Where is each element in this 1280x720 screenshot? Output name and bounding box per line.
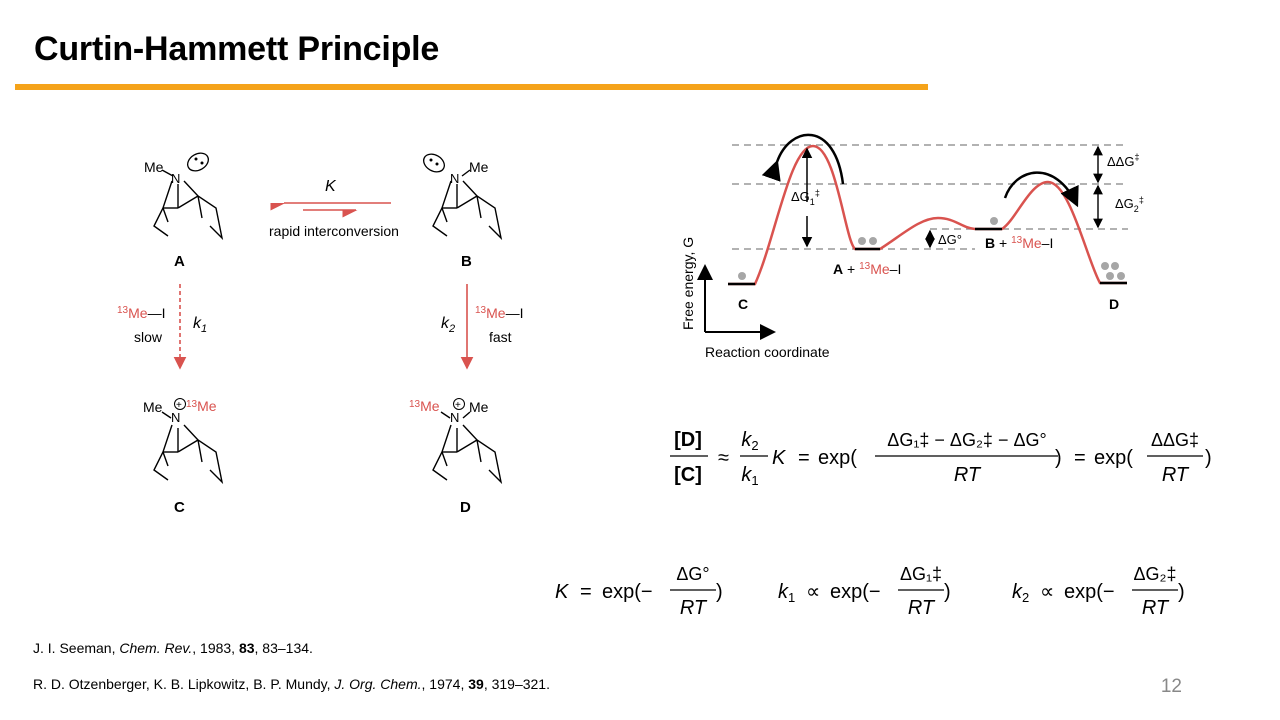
svg-text:exp(−: exp(− — [830, 581, 881, 603]
eq-d-numerator: [D] — [674, 429, 702, 451]
energy-curve — [728, 146, 1127, 284]
k2-sub: 2 — [449, 323, 456, 335]
svg-text:exp(: exp( — [818, 447, 857, 469]
slide-title: Curtin-Hammett Principle — [34, 30, 440, 68]
fast-arrow — [441, 284, 523, 368]
dg0-label: ΔG° — [938, 232, 962, 247]
fast-reagent-mass: 13 — [475, 305, 487, 316]
dg2-delta: ΔG — [1115, 196, 1134, 211]
k1-label: k — [193, 315, 201, 332]
svg-text:ΔG₂‡: ΔG₂‡ — [1133, 564, 1177, 584]
svg-text:RT: RT — [679, 597, 707, 619]
molecule-B-label: B — [461, 253, 472, 270]
svg-text:13Me—I — [117, 305, 165, 321]
molecule-D-label: D — [460, 499, 471, 516]
molecule-B-n: N — [450, 171, 460, 186]
reference-1: J. I. Seeman, Chem. Rev., 1983, 83, 83–134. — [33, 640, 313, 656]
molecule-B — [420, 151, 501, 270]
fast-reagent-rest: —I — [505, 305, 524, 321]
molecule-C-n: N — [171, 410, 181, 425]
svg-text:): ) — [716, 581, 723, 603]
molecule-D-n: N — [450, 410, 460, 425]
eq-c-denominator: [C] — [674, 464, 702, 486]
svg-text:k1 — [193, 315, 207, 335]
x-axis-label: Reaction coordinate — [705, 344, 830, 360]
svg-text:): ) — [1205, 447, 1212, 469]
ddg-delta: ΔΔG — [1107, 154, 1135, 169]
y-axis-label: Free energy, G — [680, 236, 696, 330]
svg-text:): ) — [944, 581, 951, 603]
slow-label: slow — [134, 329, 163, 345]
svg-text:ΔG°: ΔG° — [676, 564, 710, 584]
state-d-label: D — [1109, 296, 1120, 312]
svg-text:=: = — [1074, 447, 1086, 469]
molecule-A-me: Me — [144, 159, 164, 175]
svg-text:k2 — [441, 315, 455, 335]
slow-reagent-rest: —I — [147, 305, 166, 321]
dg1-delta: ΔG — [791, 189, 810, 204]
slow-arrow — [117, 284, 207, 368]
svg-text:ΔG1‡ — [791, 188, 820, 207]
svg-text:ΔG2‡ — [1115, 195, 1144, 214]
svg-text:ΔΔG‡ — [1107, 152, 1140, 169]
reaction-scheme — [0, 0, 640, 540]
svg-text:=: = — [580, 581, 592, 603]
svg-text:+: + — [455, 400, 461, 411]
fast-reagent-group: Me — [486, 305, 506, 321]
svg-text:RT: RT — [1141, 597, 1169, 619]
state-a-label: A — [833, 261, 844, 277]
main-equation — [670, 418, 1230, 498]
molecule-B-me: Me — [469, 159, 489, 175]
slow-reagent-group: Me — [128, 305, 148, 321]
page-number: 12 — [1160, 676, 1182, 697]
svg-text:): ) — [1055, 447, 1062, 469]
dg2-sup: ‡ — [1138, 195, 1144, 205]
state-b-label: B — [985, 235, 996, 251]
svg-text:=: = — [798, 447, 810, 469]
svg-text:RT: RT — [1161, 464, 1189, 486]
svg-text:k2: $k_2$ — [1012, 581, 1030, 605]
eq-approx: ≈ — [718, 447, 729, 469]
fast-label: fast — [489, 329, 512, 345]
eq-frac1-num: ΔG₁‡ − ΔG₂‡ − ΔG° — [887, 430, 1047, 450]
equilibrium-constant: K — [325, 178, 336, 195]
dg2-sub: 2 — [1133, 204, 1139, 214]
state-c-label: C — [738, 296, 749, 312]
svg-text:+: + — [176, 400, 182, 411]
svg-text:13Me: $^{13}$Me — [186, 398, 217, 414]
svg-text:13Me: $^{13}$Me — [409, 398, 440, 414]
svg-text:∝: ∝ — [1040, 581, 1055, 603]
k2-label: k — [441, 315, 449, 332]
svg-text:k2: $k_2$ — [741, 429, 759, 453]
molecule-C-me: Me — [143, 399, 163, 415]
dg1-sup: ‡ — [814, 188, 820, 198]
molecule-C — [143, 398, 222, 516]
rapid-interconversion-label: rapid interconversion — [269, 223, 399, 239]
svg-text:k1: $k_1$ — [778, 581, 796, 605]
k1-sub: 1 — [201, 323, 208, 335]
molecule-C-label: C — [174, 499, 185, 516]
eq-k: K — [772, 447, 786, 469]
svg-text:A + 13Me–I: A + $^{13}$Me–I — [833, 261, 902, 277]
svg-text:K: K — [555, 581, 569, 603]
lone-pair-orbital-b — [420, 151, 447, 176]
svg-text:RT: RT — [953, 464, 981, 486]
eq-frac2-num: ΔΔG‡ — [1150, 430, 1200, 450]
svg-text:∝: ∝ — [806, 581, 821, 603]
svg-text:ΔG₁‡: ΔG₁‡ — [899, 564, 943, 584]
dg1-sub: 1 — [809, 197, 815, 207]
svg-text:13Me—I — [475, 305, 523, 321]
svg-text:k1: $k_1$ — [741, 464, 759, 488]
svg-text:exp(−: exp(− — [1064, 581, 1115, 603]
svg-text:B + 13Me–I: B + $^{13}$Me–I — [985, 235, 1054, 251]
svg-text:exp(: exp( — [1094, 447, 1133, 469]
molecule-A-n: N — [171, 171, 181, 186]
svg-text:exp(−: exp(− — [602, 581, 653, 603]
energy-diagram — [640, 110, 1160, 370]
svg-text:RT: RT — [907, 597, 935, 619]
molecule-A — [144, 150, 222, 270]
ddg-sup: ‡ — [1134, 152, 1140, 162]
molecule-D — [409, 398, 501, 516]
molecule-D-me: Me — [469, 399, 489, 415]
molecule-A-label: A — [174, 253, 185, 270]
lone-pair-orbital-a — [184, 150, 211, 175]
rate-equations — [550, 556, 1210, 628]
reference-2: R. D. Otzenberger, K. B. Lipkowitz, B. P. Mundy, J. Org. Chem., 1974, 39, 319–321. — [33, 676, 550, 692]
equilibrium-arrows — [269, 178, 399, 239]
slow-reagent-mass: 13 — [117, 305, 129, 316]
svg-text:): ) — [1178, 581, 1185, 603]
